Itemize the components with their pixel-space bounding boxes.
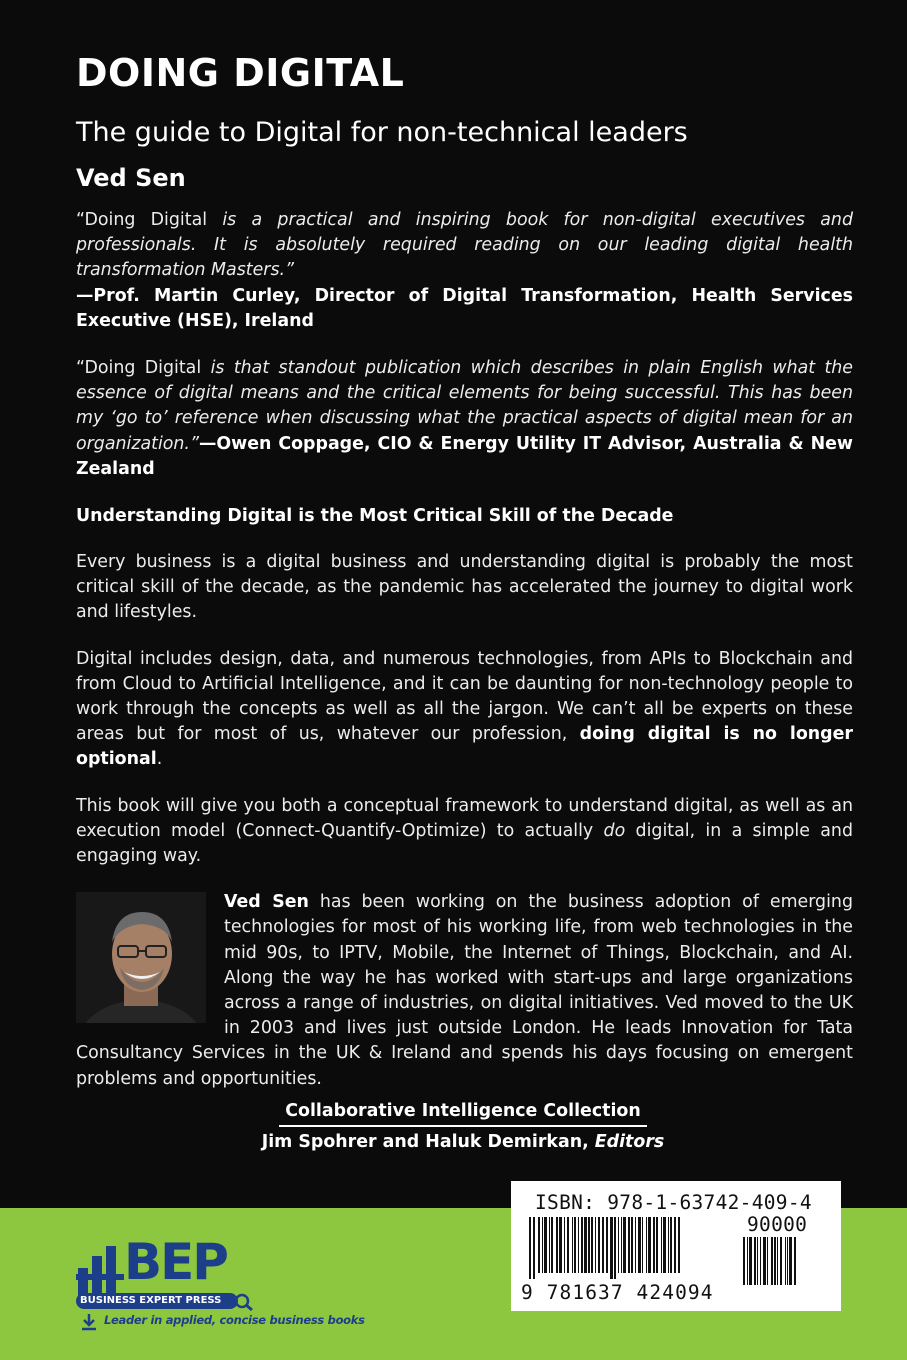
barcode-bar xyxy=(559,1217,562,1273)
quote-attribution: —Prof. Martin Curley, Director of Digital Transformation, Health Services Executive (HSE), Ireland xyxy=(76,285,853,331)
barcode-bar xyxy=(581,1217,583,1273)
barcode-bar xyxy=(754,1237,756,1285)
barcode-bar xyxy=(787,1237,788,1285)
paragraph-text: digital, in a simple and engaging way. xyxy=(76,820,853,867)
barcode-bar xyxy=(668,1217,669,1273)
paragraph-text: This book will give you both a conceptual framework to understand digital, as well as an execution model (Connect-Quantify-Optimize) to actually xyxy=(76,795,853,841)
logo-wordmark: BEP xyxy=(124,1233,227,1291)
barcode-bar xyxy=(533,1217,535,1279)
barcode-bar xyxy=(551,1217,553,1273)
quote-text: is that standout publication which describes in plain English what the essence of digital means and the critical elements for being successful. This has been my ‘go to’ reference when discussing what the practical aspects of digital mean for an organization.” xyxy=(76,358,854,454)
barcode-bar xyxy=(648,1217,651,1273)
bio-text: has been working on the business adoption of emerging technologies for most of his working life, from web technologies in the mid 90s, to IPTV, Mobile, the Internet of Things, Blockchain, and AI. Along the way he has worked with start-ups and large organizations across a range of industries, on digital initiatives. Ved moved to the UK in 2003 and lives just outside London. He leads Innovation for Tata Consultancy Services in the UK & Ireland and spends his days focusing on emergent problems and opportunities. xyxy=(76,892,853,1089)
barcode-bar xyxy=(661,1217,662,1273)
barcode-bar xyxy=(774,1237,776,1285)
barcode-bar xyxy=(606,1217,608,1273)
author-portrait-image xyxy=(76,892,206,1023)
price-code: 90000 xyxy=(747,1213,808,1236)
editors-names: Jim Spohrer and Haluk Demirkan, xyxy=(261,1132,595,1152)
book-author: Ved Sen xyxy=(76,164,186,192)
isbn-number: ISBN: 978-1-63742-409-4 xyxy=(535,1191,812,1214)
paragraph-end: . xyxy=(156,749,163,770)
barcode-bar xyxy=(642,1217,643,1273)
barcode-bar xyxy=(628,1217,630,1273)
section-heading: Understanding Digital is the Most Critical Skill of the Decade xyxy=(76,506,674,527)
endorsement-quote xyxy=(76,356,853,482)
barcode-bar xyxy=(595,1217,596,1273)
series-info xyxy=(200,1097,726,1157)
barcode-bar xyxy=(747,1237,748,1285)
barcode-bar xyxy=(618,1217,619,1273)
barcode-bar xyxy=(542,1217,543,1273)
barcode-bar xyxy=(614,1217,616,1279)
barcode-bar xyxy=(556,1217,558,1273)
barcode-bar xyxy=(785,1237,786,1285)
barcode-bar xyxy=(638,1217,641,1273)
barcode-bar xyxy=(635,1217,636,1273)
description-paragraph: Every business is a digital business and understanding digital is probably the most critical skill of the decade, as the pandemic has accelerated the journey to digital work and lifestyles. xyxy=(76,552,853,623)
barcode-bar xyxy=(760,1237,761,1285)
description-paragraph xyxy=(76,647,853,773)
barcode-bar xyxy=(610,1217,613,1279)
publisher-tagline: Leader in applied, concise business books xyxy=(104,1313,365,1327)
description-paragraph xyxy=(76,794,853,870)
download-icon xyxy=(80,1313,98,1331)
collection-name: Collaborative Intelligence Collection xyxy=(279,1097,647,1127)
paragraph-emphasis: doing digital is no longer optional xyxy=(76,724,853,770)
barcode-bar xyxy=(757,1237,758,1285)
barcode-bar xyxy=(598,1217,600,1273)
paragraph-text: Digital includes design, data, and numerous technologies, from APIs to Blockchain and from Cloud to Artificial Intelligence, and it can be daunting for non-technology people to work through the concepts as well as all the jargon. We can’t all be experts on these areas but for most of us, whatever our profession, xyxy=(76,648,853,745)
book-title: DOING DIGITAL xyxy=(76,51,405,95)
addon-barcode-bars xyxy=(743,1237,823,1285)
barcode-bar xyxy=(743,1237,745,1285)
barcode-bar xyxy=(549,1217,550,1273)
cover-content xyxy=(76,50,853,1092)
author-bio xyxy=(76,890,853,1092)
barcode-bar xyxy=(656,1217,658,1273)
barcode-bar xyxy=(574,1217,576,1273)
ean-digits: 9 781637 424094 xyxy=(521,1281,714,1304)
barcode-bar xyxy=(653,1217,655,1273)
barcode-bar xyxy=(663,1217,666,1273)
author-photo xyxy=(76,892,206,1023)
barcode-bar xyxy=(763,1237,766,1285)
barcode-bar xyxy=(780,1237,782,1285)
barcode-bar xyxy=(771,1237,773,1285)
barcode-bar xyxy=(591,1217,593,1273)
book-subtitle: The guide to Digital for non-technical leaders xyxy=(76,117,688,148)
barcode-bar xyxy=(567,1217,569,1273)
publisher-logo xyxy=(76,1230,365,1340)
barcode-bar xyxy=(544,1217,547,1273)
barcode-bar xyxy=(529,1217,531,1279)
barcode-bar xyxy=(670,1217,672,1273)
quote-book-name: “Doing Digital xyxy=(76,210,223,230)
quote-attribution: —Owen Coppage, CIO & Energy Utility IT Advisor, Australia & New Zealand xyxy=(76,433,853,479)
publisher-name: BUSINESS EXPERT PRESS xyxy=(80,1295,222,1306)
barcode-bar xyxy=(564,1217,565,1273)
barcode-bar xyxy=(646,1217,647,1273)
isbn-barcode xyxy=(511,1181,841,1311)
barcode-bar xyxy=(674,1217,676,1273)
barcode-bar xyxy=(602,1217,604,1273)
collection-editors xyxy=(200,1127,726,1157)
quote-text: is a practical and inspiring book for non-digital executives and professionals. It is absolutely required reading on our leading digital health transformation Masters.” xyxy=(76,210,853,281)
editors-role: Editors xyxy=(594,1132,665,1152)
quote-book-name: “Doing Digital xyxy=(76,358,211,379)
barcode-bar xyxy=(749,1237,752,1285)
barcode-bar xyxy=(631,1217,633,1273)
endorsement-quote xyxy=(76,208,853,334)
barcode-bar xyxy=(678,1217,680,1273)
barcode-bar xyxy=(794,1237,796,1285)
barcode-bar xyxy=(777,1237,778,1285)
barcode-bar xyxy=(584,1217,587,1273)
barcode-bar xyxy=(767,1237,768,1285)
barcode-bar xyxy=(538,1217,540,1273)
barcode-bar xyxy=(588,1217,590,1273)
barcode-bar xyxy=(623,1217,626,1273)
paragraph-italic: do xyxy=(603,820,626,841)
bio-author-name: Ved Sen xyxy=(224,892,309,913)
barcode-bar xyxy=(578,1217,579,1273)
barcode-bar xyxy=(621,1217,622,1273)
ean-barcode-bars xyxy=(529,1217,729,1281)
barcode-bar xyxy=(572,1217,573,1273)
barcode-bar xyxy=(789,1237,792,1285)
